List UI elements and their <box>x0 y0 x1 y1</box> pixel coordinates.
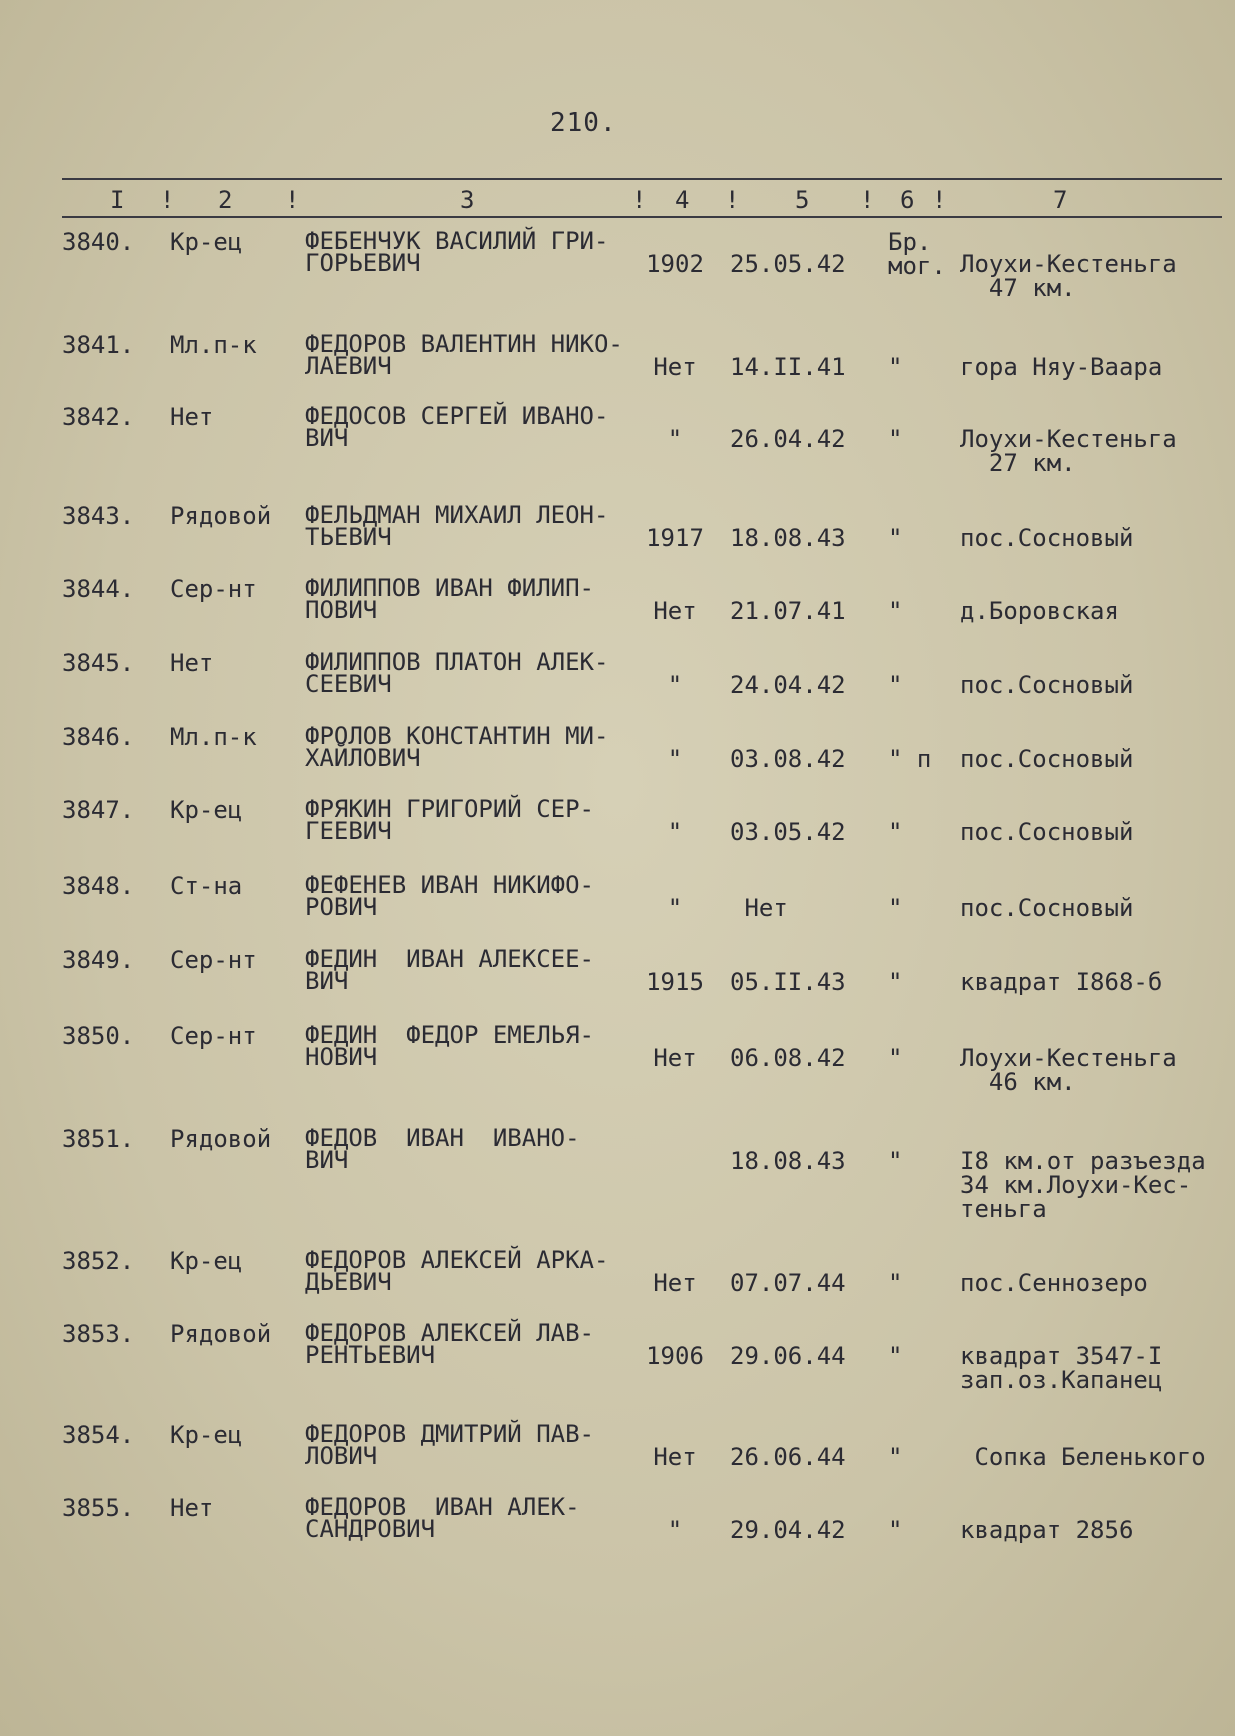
header-sep: ! <box>285 186 300 214</box>
header-col-7: 7 <box>1053 186 1068 214</box>
record-number: 3848. <box>62 872 135 900</box>
full-name: ФЕДИН ИВАН АЛЕКСЕЕ- ВИЧ <box>305 945 594 995</box>
record-number: 3840. <box>62 228 135 256</box>
header-sep: ! <box>860 186 875 214</box>
rank: Кр-ец <box>170 1421 243 1449</box>
record-number: 3854. <box>62 1421 135 1449</box>
death-date: 18.08.43 <box>730 524 846 552</box>
header-col-4: 4 <box>675 186 690 214</box>
full-name: ФЕДОРОВ ДМИТРИЙ ПАВ- ЛОВИЧ <box>305 1420 594 1470</box>
birth-year: " <box>667 1516 683 1544</box>
death-date: 21.07.41 <box>730 597 846 625</box>
death-date: Нет <box>730 894 788 922</box>
rank: Нет <box>170 403 214 431</box>
birth-year: Нет <box>653 353 697 381</box>
birth-year: " <box>667 425 683 453</box>
page-number: 210. <box>550 108 617 138</box>
record-number: 3855. <box>62 1494 135 1522</box>
birth-year: " <box>667 894 683 922</box>
record-number: 3846. <box>62 723 135 751</box>
rank: Рядовой <box>170 502 272 530</box>
record-number: 3852. <box>62 1247 135 1275</box>
rank: Сер-нт <box>170 946 257 974</box>
death-date: 29.04.42 <box>730 1516 846 1544</box>
burial-place: пос.Сосновый <box>960 818 1134 846</box>
header-sep: ! <box>725 186 740 214</box>
record-number: 3843. <box>62 502 135 530</box>
burial-mark: " <box>888 968 903 996</box>
full-name: ФРОЛОВ КОНСТАНТИН МИ- ХАЙЛОВИЧ <box>305 722 609 772</box>
rank: Нет <box>170 649 214 677</box>
rank: Рядовой <box>170 1320 272 1348</box>
rank: Мл.п-к <box>170 331 257 359</box>
rank: Нет <box>170 1494 214 1522</box>
rank: Кр-ец <box>170 1247 243 1275</box>
full-name: ФРЯКИН ГРИГОРИЙ СЕР- ГЕЕВИЧ <box>305 795 594 845</box>
header-rule-bottom <box>62 216 1222 218</box>
birth-year: " <box>667 818 683 846</box>
header-rule-top <box>62 178 1222 180</box>
death-date: 03.08.42 <box>730 745 846 773</box>
birth-year: Нет <box>653 597 697 625</box>
birth-year: 1915 <box>646 968 704 996</box>
record-number: 3851. <box>62 1125 135 1153</box>
record-number: 3849. <box>62 946 135 974</box>
rank: Кр-ец <box>170 228 243 256</box>
burial-mark: " <box>888 1269 903 1297</box>
burial-mark: Бр. мог. <box>888 228 946 280</box>
full-name: ФЕДОСОВ СЕРГЕЙ ИВАНО- ВИЧ <box>305 402 609 452</box>
full-name: ФИЛИППОВ ИВАН ФИЛИП- ПОВИЧ <box>305 574 594 624</box>
record-number: 3844. <box>62 575 135 603</box>
rank: Сер-нт <box>170 575 257 603</box>
full-name: ФЕДОРОВ ИВАН АЛЕК- САНДРОВИЧ <box>305 1493 580 1543</box>
record-number: 3842. <box>62 403 135 431</box>
rank: Ст-на <box>170 872 243 900</box>
burial-mark: " <box>888 425 903 453</box>
birth-year: Нет <box>653 1044 697 1072</box>
death-date: 26.04.42 <box>730 425 846 453</box>
burial-place: квадрат 2856 <box>960 1516 1134 1544</box>
birth-year: Нет <box>653 1443 697 1471</box>
burial-mark: " <box>888 894 903 922</box>
birth-year: Нет <box>653 1269 697 1297</box>
burial-mark: " <box>888 524 903 552</box>
birth-year: 1917 <box>646 524 704 552</box>
full-name: ФИЛИППОВ ПЛАТОН АЛЕК- СЕЕВИЧ <box>305 648 609 698</box>
full-name: ФЕЛЬДМАН МИХАИЛ ЛЕОН- ТЬЕВИЧ <box>305 501 609 551</box>
full-name: ФЕДОРОВ АЛЕКСЕЙ АРКА- ДЬЕВИЧ <box>305 1246 609 1296</box>
burial-place: квадрат I868-б <box>960 968 1163 996</box>
burial-mark: " <box>888 1516 903 1544</box>
burial-place: квадрат 3547-I зап.оз.Капанец <box>960 1342 1163 1394</box>
full-name: ФЕДИН ФЕДОР ЕМЕЛЬЯ- НОВИЧ <box>305 1021 594 1071</box>
full-name: ФЕФЕНЕВ ИВАН НИКИФО- РОВИЧ <box>305 871 594 921</box>
death-date: 26.06.44 <box>730 1443 846 1471</box>
death-date: 29.06.44 <box>730 1342 846 1370</box>
rank: Сер-нт <box>170 1022 257 1050</box>
birth-year: " <box>667 671 683 699</box>
burial-mark: " <box>888 1342 903 1370</box>
record-number: 3847. <box>62 796 135 824</box>
record-number: 3845. <box>62 649 135 677</box>
header-col-1: I <box>110 186 125 214</box>
header-col-5: 5 <box>795 186 810 214</box>
burial-mark: " <box>888 1147 903 1175</box>
full-name: ФЕБЕНЧУК ВАСИЛИЙ ГРИ- ГОРЬЕВИЧ <box>305 227 609 277</box>
record-number: 3850. <box>62 1022 135 1050</box>
birth-year: " <box>667 745 683 773</box>
header-col-6: 6 <box>900 186 915 214</box>
death-date: 06.08.42 <box>730 1044 846 1072</box>
burial-place: пос.Сосновый <box>960 524 1134 552</box>
burial-mark: " <box>888 353 903 381</box>
record-number: 3853. <box>62 1320 135 1348</box>
header-col-3: 3 <box>460 186 475 214</box>
full-name: ФЕДОРОВ АЛЕКСЕЙ ЛАВ- РЕНТЬЕВИЧ <box>305 1319 594 1369</box>
death-date: 07.07.44 <box>730 1269 846 1297</box>
rank: Рядовой <box>170 1125 272 1153</box>
header-sep: ! <box>932 186 947 214</box>
burial-place: Лоухи-Кестеньга 46 км. <box>960 1044 1177 1096</box>
full-name: ФЕДОРОВ ВАЛЕНТИН НИКО- ЛАЕВИЧ <box>305 330 623 380</box>
rank: Мл.п-к <box>170 723 257 751</box>
header-sep: ! <box>160 186 175 214</box>
burial-place: Лоухи-Кестеньга 47 км. <box>960 250 1177 302</box>
death-date: 25.05.42 <box>730 250 846 278</box>
header-sep: ! <box>632 186 647 214</box>
burial-place: гора Няу-Ваара <box>960 353 1163 381</box>
table-header <box>0 186 1235 216</box>
burial-mark: " <box>888 1044 903 1072</box>
burial-place: д.Боровская <box>960 597 1119 625</box>
burial-mark: " <box>888 1443 903 1471</box>
burial-mark: " <box>888 818 903 846</box>
death-date: 05.II.43 <box>730 968 846 996</box>
death-date: 03.05.42 <box>730 818 846 846</box>
full-name: ФЕДОВ ИВАН ИВАНО- ВИЧ <box>305 1124 580 1174</box>
burial-place: I8 км.от разъезда 34 км.Лоухи-Кес- теньга <box>960 1147 1206 1223</box>
birth-year: 1902 <box>646 250 704 278</box>
burial-mark: " <box>888 671 903 699</box>
burial-place: пос.Сосновый <box>960 894 1134 922</box>
burial-place: пос.Сеннозеро <box>960 1269 1148 1297</box>
record-number: 3841. <box>62 331 135 359</box>
death-date: 14.II.41 <box>730 353 846 381</box>
rank: Кр-ец <box>170 796 243 824</box>
burial-mark: " <box>888 597 903 625</box>
burial-place: пос.Сосновый <box>960 671 1134 699</box>
burial-place: Лоухи-Кестеньга 27 км. <box>960 425 1177 477</box>
header-col-2: 2 <box>218 186 233 214</box>
death-date: 24.04.42 <box>730 671 846 699</box>
birth-year: 1906 <box>646 1342 704 1370</box>
death-date: 18.08.43 <box>730 1147 846 1175</box>
burial-place: Сопка Беленького <box>960 1443 1206 1471</box>
burial-place: пос.Сосновый <box>960 745 1134 773</box>
burial-mark: " п <box>888 745 932 773</box>
